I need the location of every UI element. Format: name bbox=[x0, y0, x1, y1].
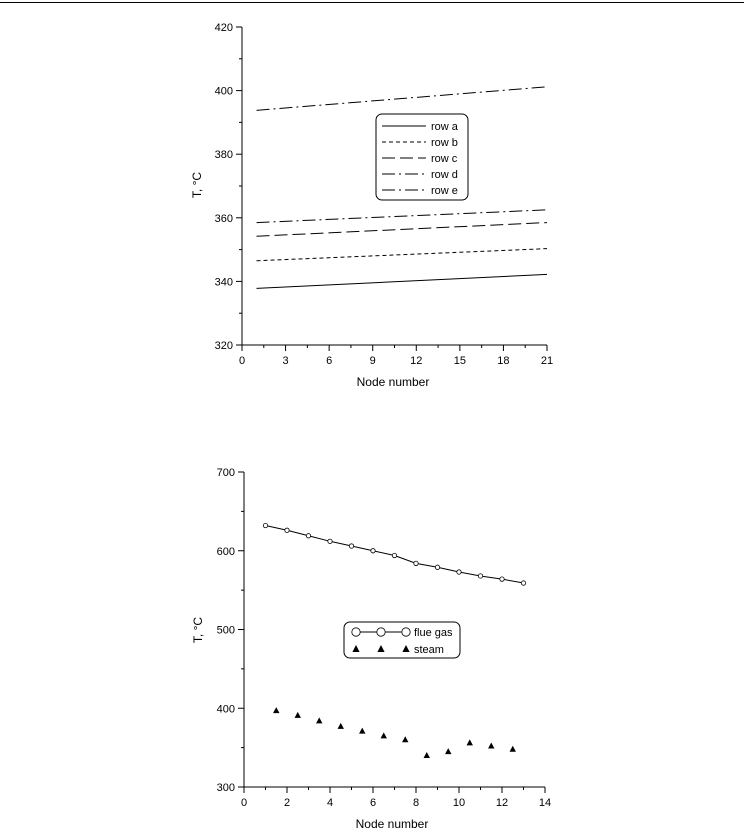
chart-2-y-tick-label: 500 bbox=[216, 624, 235, 637]
steam-point bbox=[273, 707, 279, 713]
chart-2-y-axis-label: T, °C bbox=[191, 616, 205, 644]
chart-1-x-tick-label: 3 bbox=[282, 355, 289, 367]
chart-1-legend bbox=[376, 114, 468, 200]
chart-2-x-tick-label: 6 bbox=[369, 797, 377, 809]
flue-gas-point bbox=[500, 577, 504, 581]
steam-point bbox=[295, 712, 301, 718]
chart-2-x-tick-label: 2 bbox=[283, 797, 291, 809]
chart-1-x-axis-label: Node number bbox=[356, 375, 430, 389]
steam-point bbox=[316, 717, 322, 723]
steam-point bbox=[402, 736, 408, 742]
chart-2-legend-circle-marker bbox=[377, 628, 385, 636]
chart-2-x-tick-label: 4 bbox=[326, 797, 334, 809]
flue-gas-point bbox=[435, 565, 439, 569]
chart-1-legend-label: row d bbox=[431, 169, 458, 181]
chart-2-legend-circle-marker bbox=[352, 628, 360, 636]
chart-2-x-axis-label: Node number bbox=[355, 817, 429, 831]
steam-point bbox=[488, 743, 494, 749]
series-line-row-c bbox=[257, 223, 547, 237]
series-line-row-a bbox=[257, 274, 547, 288]
flue-gas-point bbox=[263, 523, 267, 527]
flue-gas-point bbox=[478, 574, 482, 578]
series-line-row-d bbox=[257, 210, 547, 223]
chart-1-y-tick-label: 380 bbox=[214, 149, 233, 162]
chart-1-x-tick-label: 15 bbox=[453, 355, 466, 367]
chart-1-y-tick-label: 420 bbox=[214, 22, 233, 34]
chart-2-y-tick-label: 300 bbox=[216, 782, 235, 794]
flue-gas-point bbox=[521, 581, 525, 585]
steam-point bbox=[510, 746, 516, 752]
chart-1-x-tick-label: 18 bbox=[497, 355, 510, 367]
chart-1-x-tick-label: 6 bbox=[326, 355, 333, 367]
chart-2-x-tick-label: 8 bbox=[412, 797, 420, 809]
chart-2-legend-label: steam bbox=[414, 644, 444, 656]
flue-gas-point bbox=[349, 544, 353, 548]
chart-2-legend bbox=[344, 622, 460, 658]
chart-2-y-tick-label: 600 bbox=[216, 545, 235, 558]
chart-1-legend-label: row a bbox=[431, 121, 458, 133]
chart-2-x-tick-label: 14 bbox=[538, 797, 552, 809]
flue-gas-point bbox=[414, 561, 418, 565]
steam-point bbox=[359, 728, 365, 734]
chart-2-y-tick-label: 400 bbox=[216, 703, 235, 716]
steam-point bbox=[467, 739, 473, 745]
chart-1-y-tick-label: 340 bbox=[214, 276, 233, 289]
flue-gas-point bbox=[306, 534, 310, 538]
flue-gas-point bbox=[392, 553, 396, 557]
chart-1-legend-label: row c bbox=[431, 153, 458, 165]
chart-1-legend-label: row e bbox=[431, 185, 458, 197]
flue-gas-point bbox=[457, 570, 461, 574]
series-line-row-b bbox=[257, 249, 547, 261]
chart-1-y-axis-label: T, °C bbox=[190, 171, 204, 199]
chart-1-x-tick-label: 0 bbox=[238, 355, 246, 367]
series-line-row-e bbox=[257, 87, 547, 111]
chart-1-x-tick-label: 21 bbox=[540, 355, 554, 367]
chart-1-y-tick-label: 320 bbox=[214, 340, 233, 352]
chart-2-x-tick-label: 12 bbox=[495, 797, 509, 809]
chart-2-legend-label: flue gas bbox=[414, 627, 453, 639]
chart-1-y-tick-label: 400 bbox=[214, 85, 233, 98]
chart-1-y-tick-label: 360 bbox=[214, 212, 233, 225]
flue-gas-point bbox=[285, 528, 289, 532]
chart-1-legend-label: row b bbox=[431, 137, 458, 149]
steam-point bbox=[338, 723, 344, 729]
flue-gas-point bbox=[371, 549, 375, 553]
chart-2-legend-circle-marker bbox=[402, 628, 410, 636]
chart-2 bbox=[191, 467, 551, 831]
chart-2-y-tick-label: 700 bbox=[216, 467, 235, 479]
steam-point bbox=[445, 748, 451, 754]
steam-point bbox=[424, 752, 430, 758]
chart-1-x-tick-label: 9 bbox=[369, 355, 376, 367]
chart-1 bbox=[190, 22, 553, 389]
chart-1-x-tick-label: 12 bbox=[410, 355, 423, 367]
steam-point bbox=[381, 732, 387, 738]
flue-gas-point bbox=[328, 539, 332, 543]
chart-2-x-tick-label: 10 bbox=[452, 797, 466, 809]
chart-2-x-tick-label: 0 bbox=[240, 797, 248, 809]
